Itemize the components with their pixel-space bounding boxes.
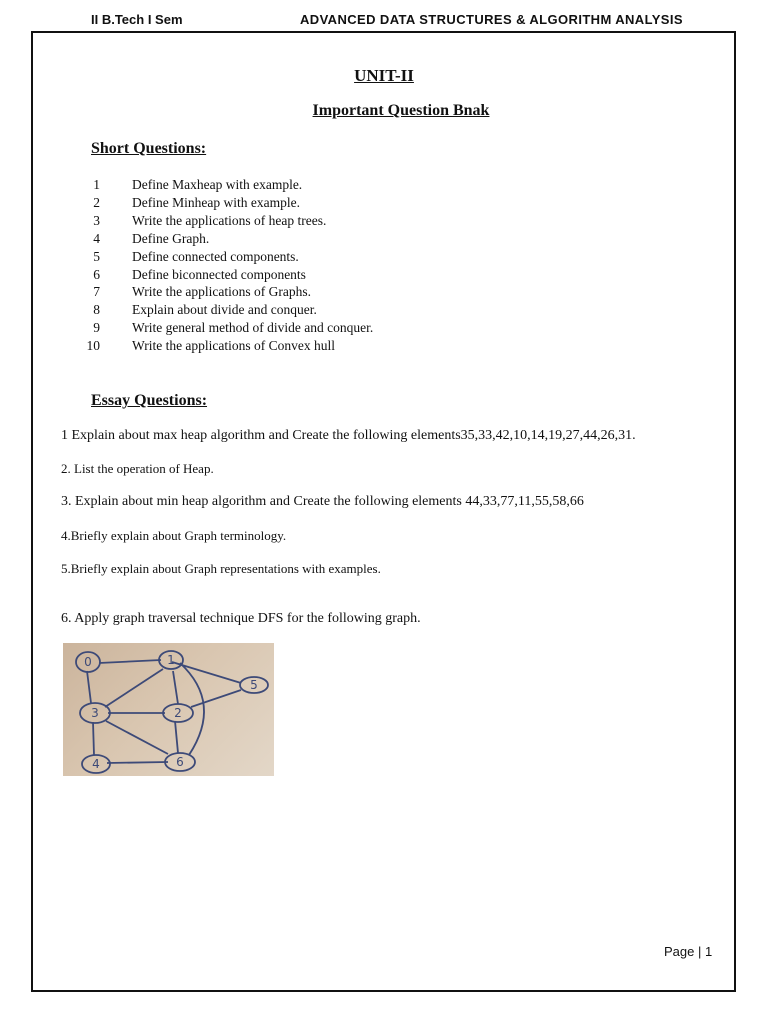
essay-question-1: 1 Explain about max heap algorithm and Create the following elements35,33,42,10,14,19,27,44,26,31.: [61, 428, 636, 443]
graph-node-label: 4: [92, 757, 100, 771]
list-item: [80, 248, 373, 266]
graph-edge: [191, 690, 241, 707]
item-text: Define Graph.: [132, 230, 210, 246]
list-item: [80, 194, 373, 212]
list-item: [80, 212, 373, 230]
essay-question-5: 5.Briefly explain about Graph representations with examples.: [61, 561, 381, 576]
list-item: [80, 230, 373, 248]
list-item: [80, 176, 373, 194]
item-text: Write the applications of Convex hull: [132, 338, 336, 354]
item-number: 4: [93, 230, 100, 246]
graph-edge: [87, 671, 91, 703]
graph-edge: [99, 660, 161, 663]
list-item: [80, 301, 373, 319]
graph-edge: [173, 671, 178, 704]
item-text: Define Maxheap with example.: [132, 177, 303, 192]
item-text: Write the applications of heap trees.: [132, 212, 327, 228]
graph-edge: [93, 722, 94, 755]
essay-question-3: 3. Explain about min heap algorithm and Create the following elements 44,33,77,11,55,58,66: [61, 494, 584, 509]
page-number: Page | 1: [664, 944, 713, 959]
page-subtitle: Important Question Bnak: [312, 102, 490, 119]
graph-node-label: 2: [174, 706, 182, 720]
item-number: 3: [93, 212, 100, 228]
item-text: Define connected components.: [132, 248, 299, 264]
graph-edge: [105, 669, 163, 707]
item-number: 10: [86, 338, 100, 354]
item-text: Write general method of divide and conquer.: [132, 320, 374, 336]
item-number: 6: [93, 266, 100, 282]
item-text: Explain about divide and conquer.: [132, 302, 317, 318]
graph-node-label: 0: [84, 655, 92, 669]
item-text: Define Minheap with example.: [132, 194, 300, 210]
item-number: 9: [93, 320, 100, 336]
graph-diagram: [63, 643, 274, 776]
graph-node-label: 1: [167, 653, 175, 667]
list-item: [80, 266, 373, 284]
header-course: II B.Tech I Sem: [91, 12, 183, 27]
item-number: 7: [93, 284, 100, 300]
item-text: Define biconnected components: [132, 266, 306, 282]
list-item: [80, 337, 373, 355]
header-subject: ADVANCED DATA STRUCTURES & ALGORITHM ANALYSIS: [300, 12, 683, 27]
short-questions-list: [80, 176, 373, 355]
essay-question-6: 6. Apply graph traversal technique DFS for the following graph.: [61, 611, 421, 626]
graph-edge: [175, 721, 178, 753]
item-number: 2: [93, 194, 100, 210]
item-number: 5: [93, 248, 100, 264]
graph-edge: [106, 721, 168, 754]
essay-questions-heading: Essay Questions:: [91, 392, 208, 409]
short-questions-heading: Short Questions:: [91, 140, 207, 157]
item-text: Write the applications of Graphs.: [132, 284, 312, 300]
graph-node-label: 5: [250, 678, 258, 692]
item-number: 8: [93, 302, 100, 318]
essay-question-2: 2. List the operation of Heap.: [61, 461, 214, 476]
graph-photo: [63, 643, 274, 776]
graph-node-label: 3: [91, 706, 99, 720]
graph-node-label: 6: [176, 755, 184, 769]
list-item: [80, 283, 373, 301]
graph-edge: [107, 762, 168, 763]
unit-title: UNIT-II: [354, 66, 414, 85]
essay-question-4: 4.Briefly explain about Graph terminology.: [61, 528, 287, 543]
list-item: [80, 319, 373, 337]
item-number: 1: [93, 177, 100, 192]
